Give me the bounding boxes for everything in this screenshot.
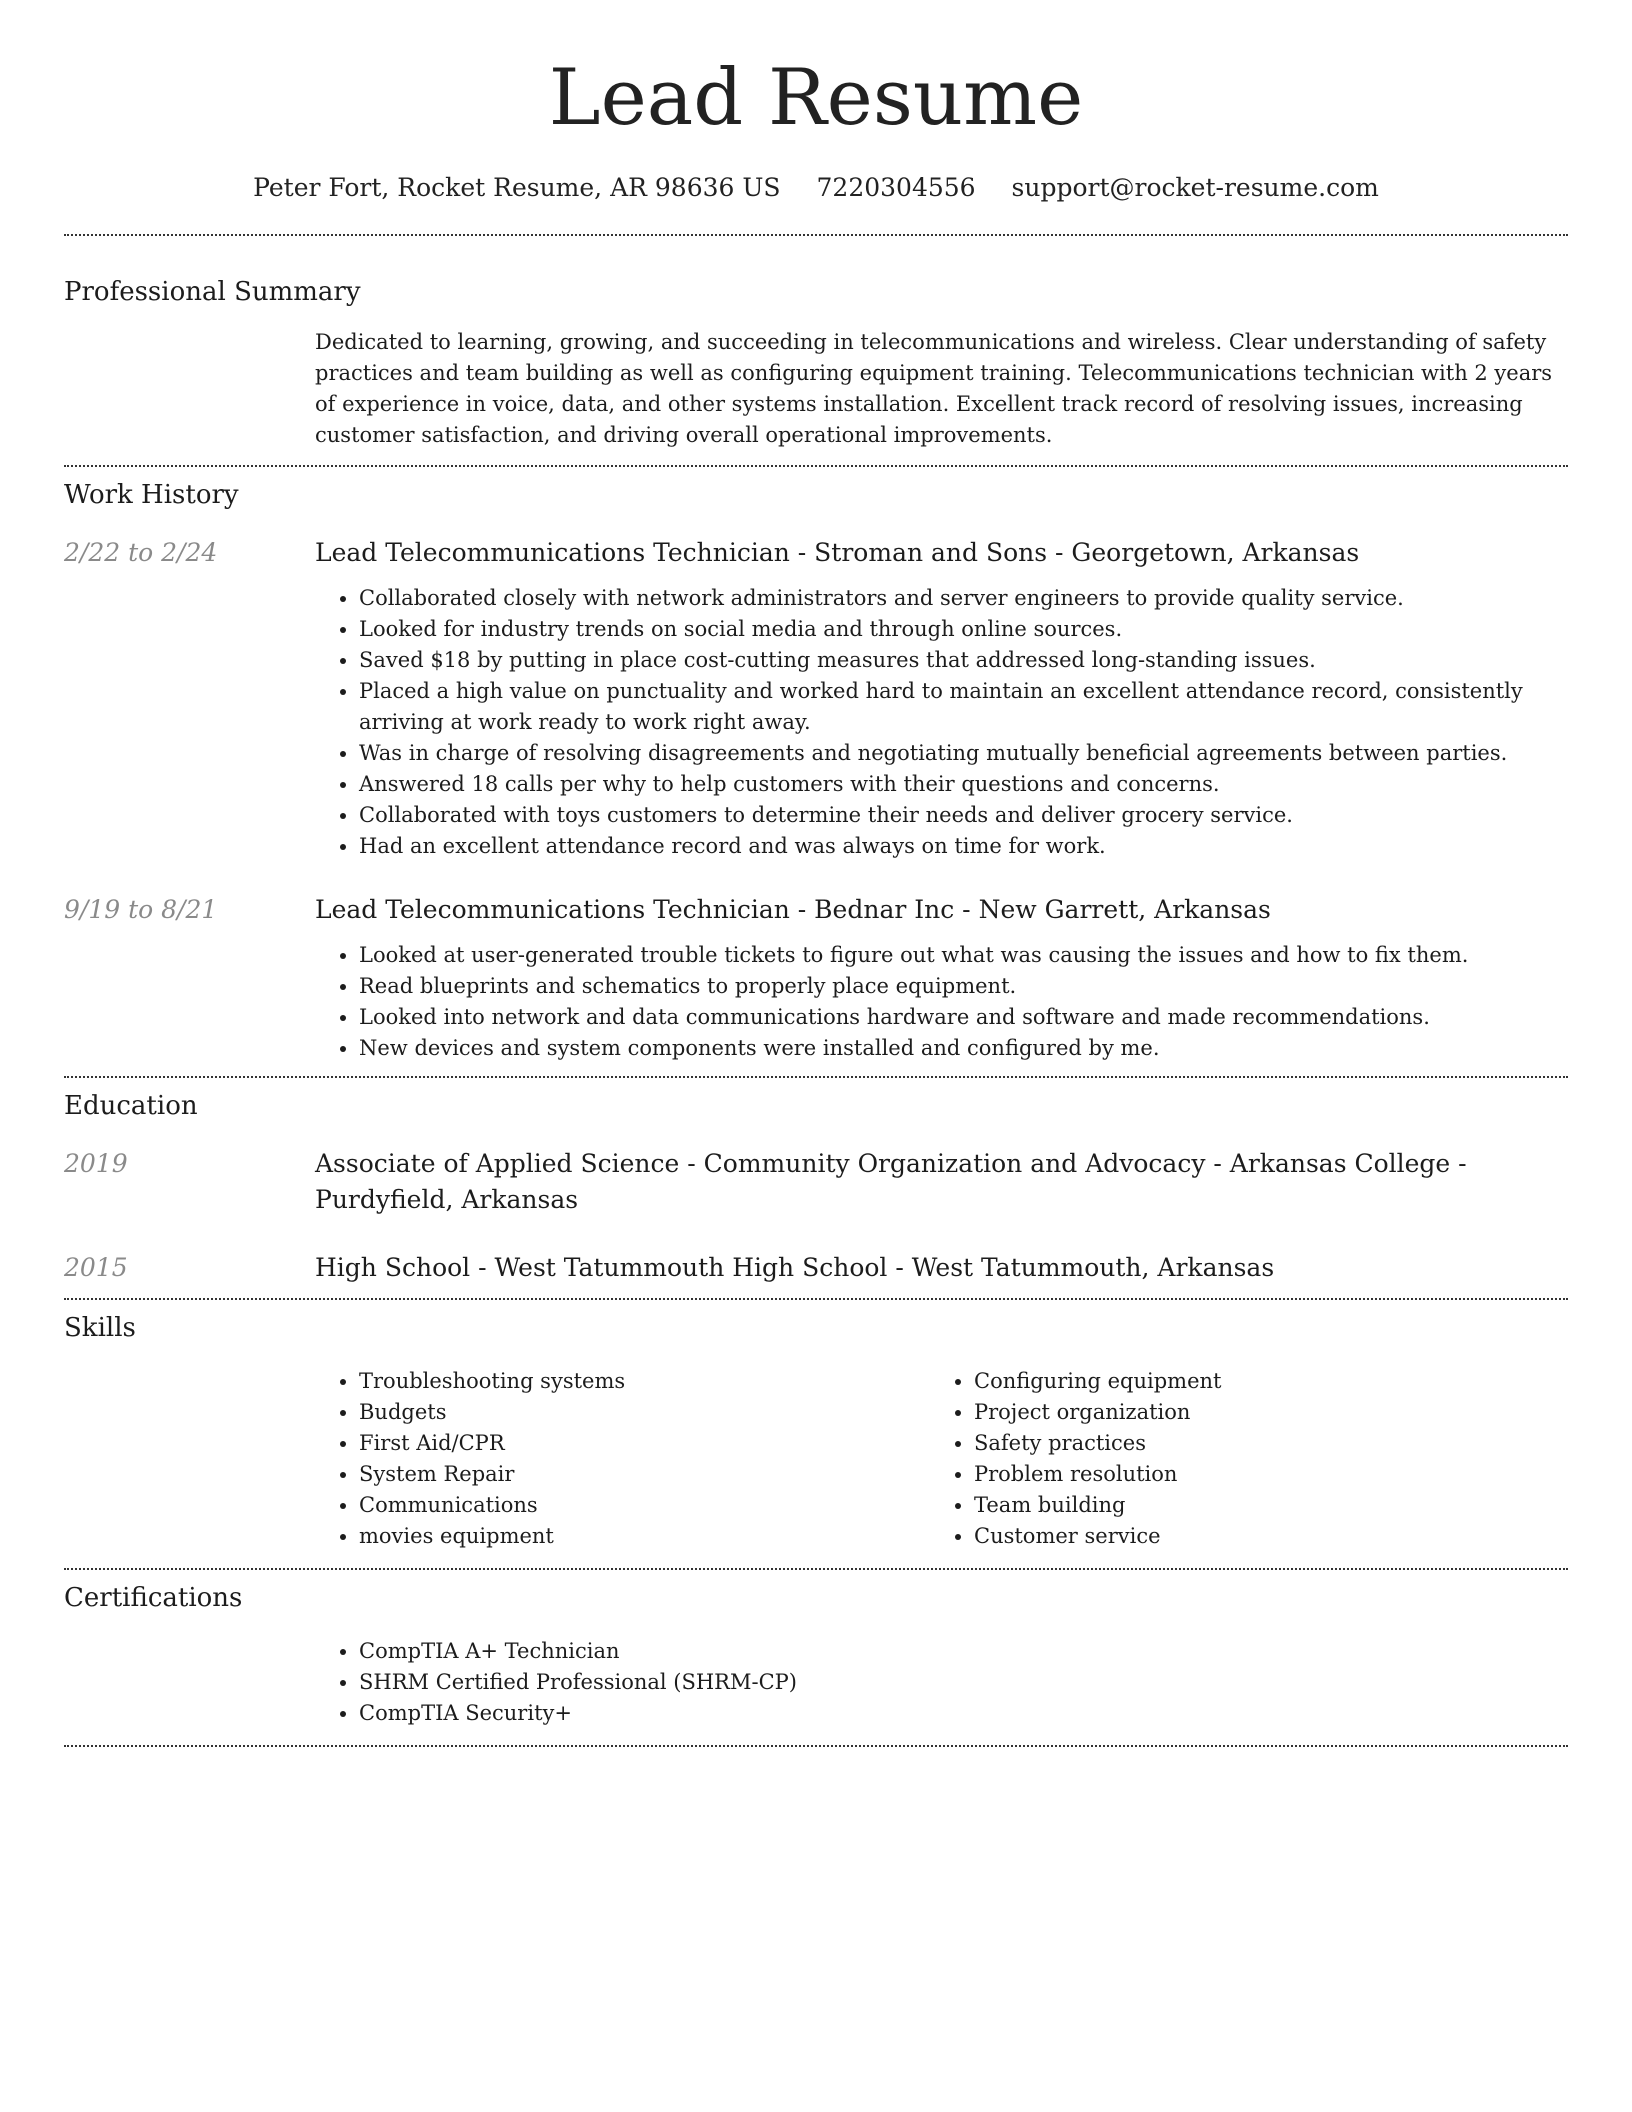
- list-item: • Collaborated with toys customers to determine their needs and deliver grocery service.: [359, 800, 1568, 831]
- list-item: • Safety practices: [974, 1428, 1545, 1459]
- skills-grid: [315, 1366, 1568, 1568]
- skills-column-left: [315, 1366, 930, 1552]
- job-bullets: [315, 583, 1568, 862]
- resume-page: [64, 0, 1568, 1747]
- list-item: • Communications: [359, 1490, 930, 1521]
- list-item: • Configuring equipment: [974, 1366, 1545, 1397]
- job-body: [315, 535, 1568, 862]
- list-item: • First Aid/CPR: [359, 1428, 930, 1459]
- list-item: • Customer service: [974, 1521, 1545, 1552]
- list-item: • Placed a high value on punctuality and worked hard to maintain an excellent attendance record, consistently arriving at work ready to work right away.: [359, 676, 1568, 738]
- summary-heading: Professional Summary: [64, 277, 361, 307]
- education-section: [64, 1078, 1568, 1298]
- job-entry: [64, 535, 1568, 862]
- list-item: • Answered 18 calls per why to help customers with their questions and concerns.: [359, 769, 1568, 800]
- job-entry: [64, 892, 1568, 1076]
- list-item: • Read blueprints and schematics to properly place equipment.: [359, 971, 1568, 1002]
- divider-certifications: [64, 1745, 1568, 1747]
- education-text: Associate of Applied Science - Community Organization and Advocacy - Arkansas College - Purdyfield, Arkansas: [315, 1149, 1467, 1214]
- education-heading: Education: [64, 1091, 198, 1121]
- list-item: • Looked at user-generated trouble tickets to figure out what was causing the issues and how to fix them.: [359, 940, 1568, 971]
- skills-heading: Skills: [64, 1313, 136, 1343]
- work-history-section: [64, 467, 1568, 1076]
- certifications-list: [315, 1636, 1568, 1729]
- list-item: • Saved $18 by putting in place cost-cutting measures that addressed long-standing issues.: [359, 645, 1568, 676]
- job-body: [315, 892, 1568, 1076]
- job-dates: 9/19 to 8/21: [64, 895, 218, 924]
- certifications-list-wrap: [315, 1636, 1568, 1745]
- certifications-section: [64, 1570, 1568, 1745]
- job-title: Lead Telecommunications Technician - Bednar Inc - New Garrett, Arkansas: [315, 895, 1271, 924]
- education-body: [315, 1146, 1568, 1218]
- list-item: • Team building: [974, 1490, 1545, 1521]
- contact-email: support@rocket-resume.com: [1011, 173, 1379, 202]
- education-year: 2015: [64, 1253, 128, 1282]
- work-history-heading: Work History: [64, 480, 239, 510]
- list-item: • Troubleshooting systems: [359, 1366, 930, 1397]
- contact-line: [64, 170, 1568, 206]
- skills-list: [315, 1366, 930, 1552]
- list-item: • SHRM Certified Professional (SHRM-CP): [359, 1667, 1568, 1698]
- list-item: • New devices and system components were installed and configured by me.: [359, 1033, 1568, 1064]
- education-entry: [64, 1250, 1568, 1298]
- contact-phone: 7220304556: [816, 173, 976, 202]
- job-dates: 2/22 to 2/24: [64, 538, 218, 567]
- skills-section: [64, 1300, 1568, 1568]
- list-item: • Problem resolution: [974, 1459, 1545, 1490]
- certifications-heading: Certifications: [64, 1583, 243, 1613]
- list-item: • Collaborated closely with network administrators and server engineers to provide quality service.: [359, 583, 1568, 614]
- list-item: • CompTIA A+ Technician: [359, 1636, 1568, 1667]
- list-item: • Looked for industry trends on social media and through online sources.: [359, 614, 1568, 645]
- education-year: 2019: [64, 1149, 128, 1178]
- skills-column-right: [930, 1366, 1545, 1552]
- summary-section: [64, 236, 1568, 465]
- resume-title: Lead Resume: [548, 53, 1084, 143]
- list-item: • System Repair: [359, 1459, 930, 1490]
- summary-text: Dedicated to learning, growing, and succeeding in telecommunications and wireless. Clear understanding of safety practices and team building as well as configuring equipment training. Telecommunications technician with 2 years of experience in voice, data, and other systems installation. Excellent track record of resolving issues, increasing customer satisfaction, and driving overall operational improvements.: [315, 330, 1553, 447]
- education-entry: [64, 1146, 1568, 1218]
- list-item: • Had an excellent attendance record and was always on time for work.: [359, 831, 1568, 862]
- education-body: [315, 1250, 1568, 1286]
- list-item: • Looked into network and data communications hardware and software and made recommendations.: [359, 1002, 1568, 1033]
- list-item: • Was in charge of resolving disagreements and negotiating mutually beneficial agreements between parties.: [359, 738, 1568, 769]
- job-bullets: [315, 940, 1568, 1076]
- contact-address: Peter Fort, Rocket Resume, AR 98636 US: [253, 173, 781, 202]
- list-item: • Project organization: [974, 1397, 1545, 1428]
- list-item: • Budgets: [359, 1397, 930, 1428]
- list-item: • movies equipment: [359, 1521, 930, 1552]
- skills-list: [930, 1366, 1545, 1552]
- list-item: • CompTIA Security+: [359, 1698, 1568, 1729]
- education-text: High School - West Tatummouth High School - West Tatummouth, Arkansas: [315, 1253, 1275, 1282]
- job-title: Lead Telecommunications Technician - Stroman and Sons - Georgetown, Arkansas: [315, 538, 1360, 567]
